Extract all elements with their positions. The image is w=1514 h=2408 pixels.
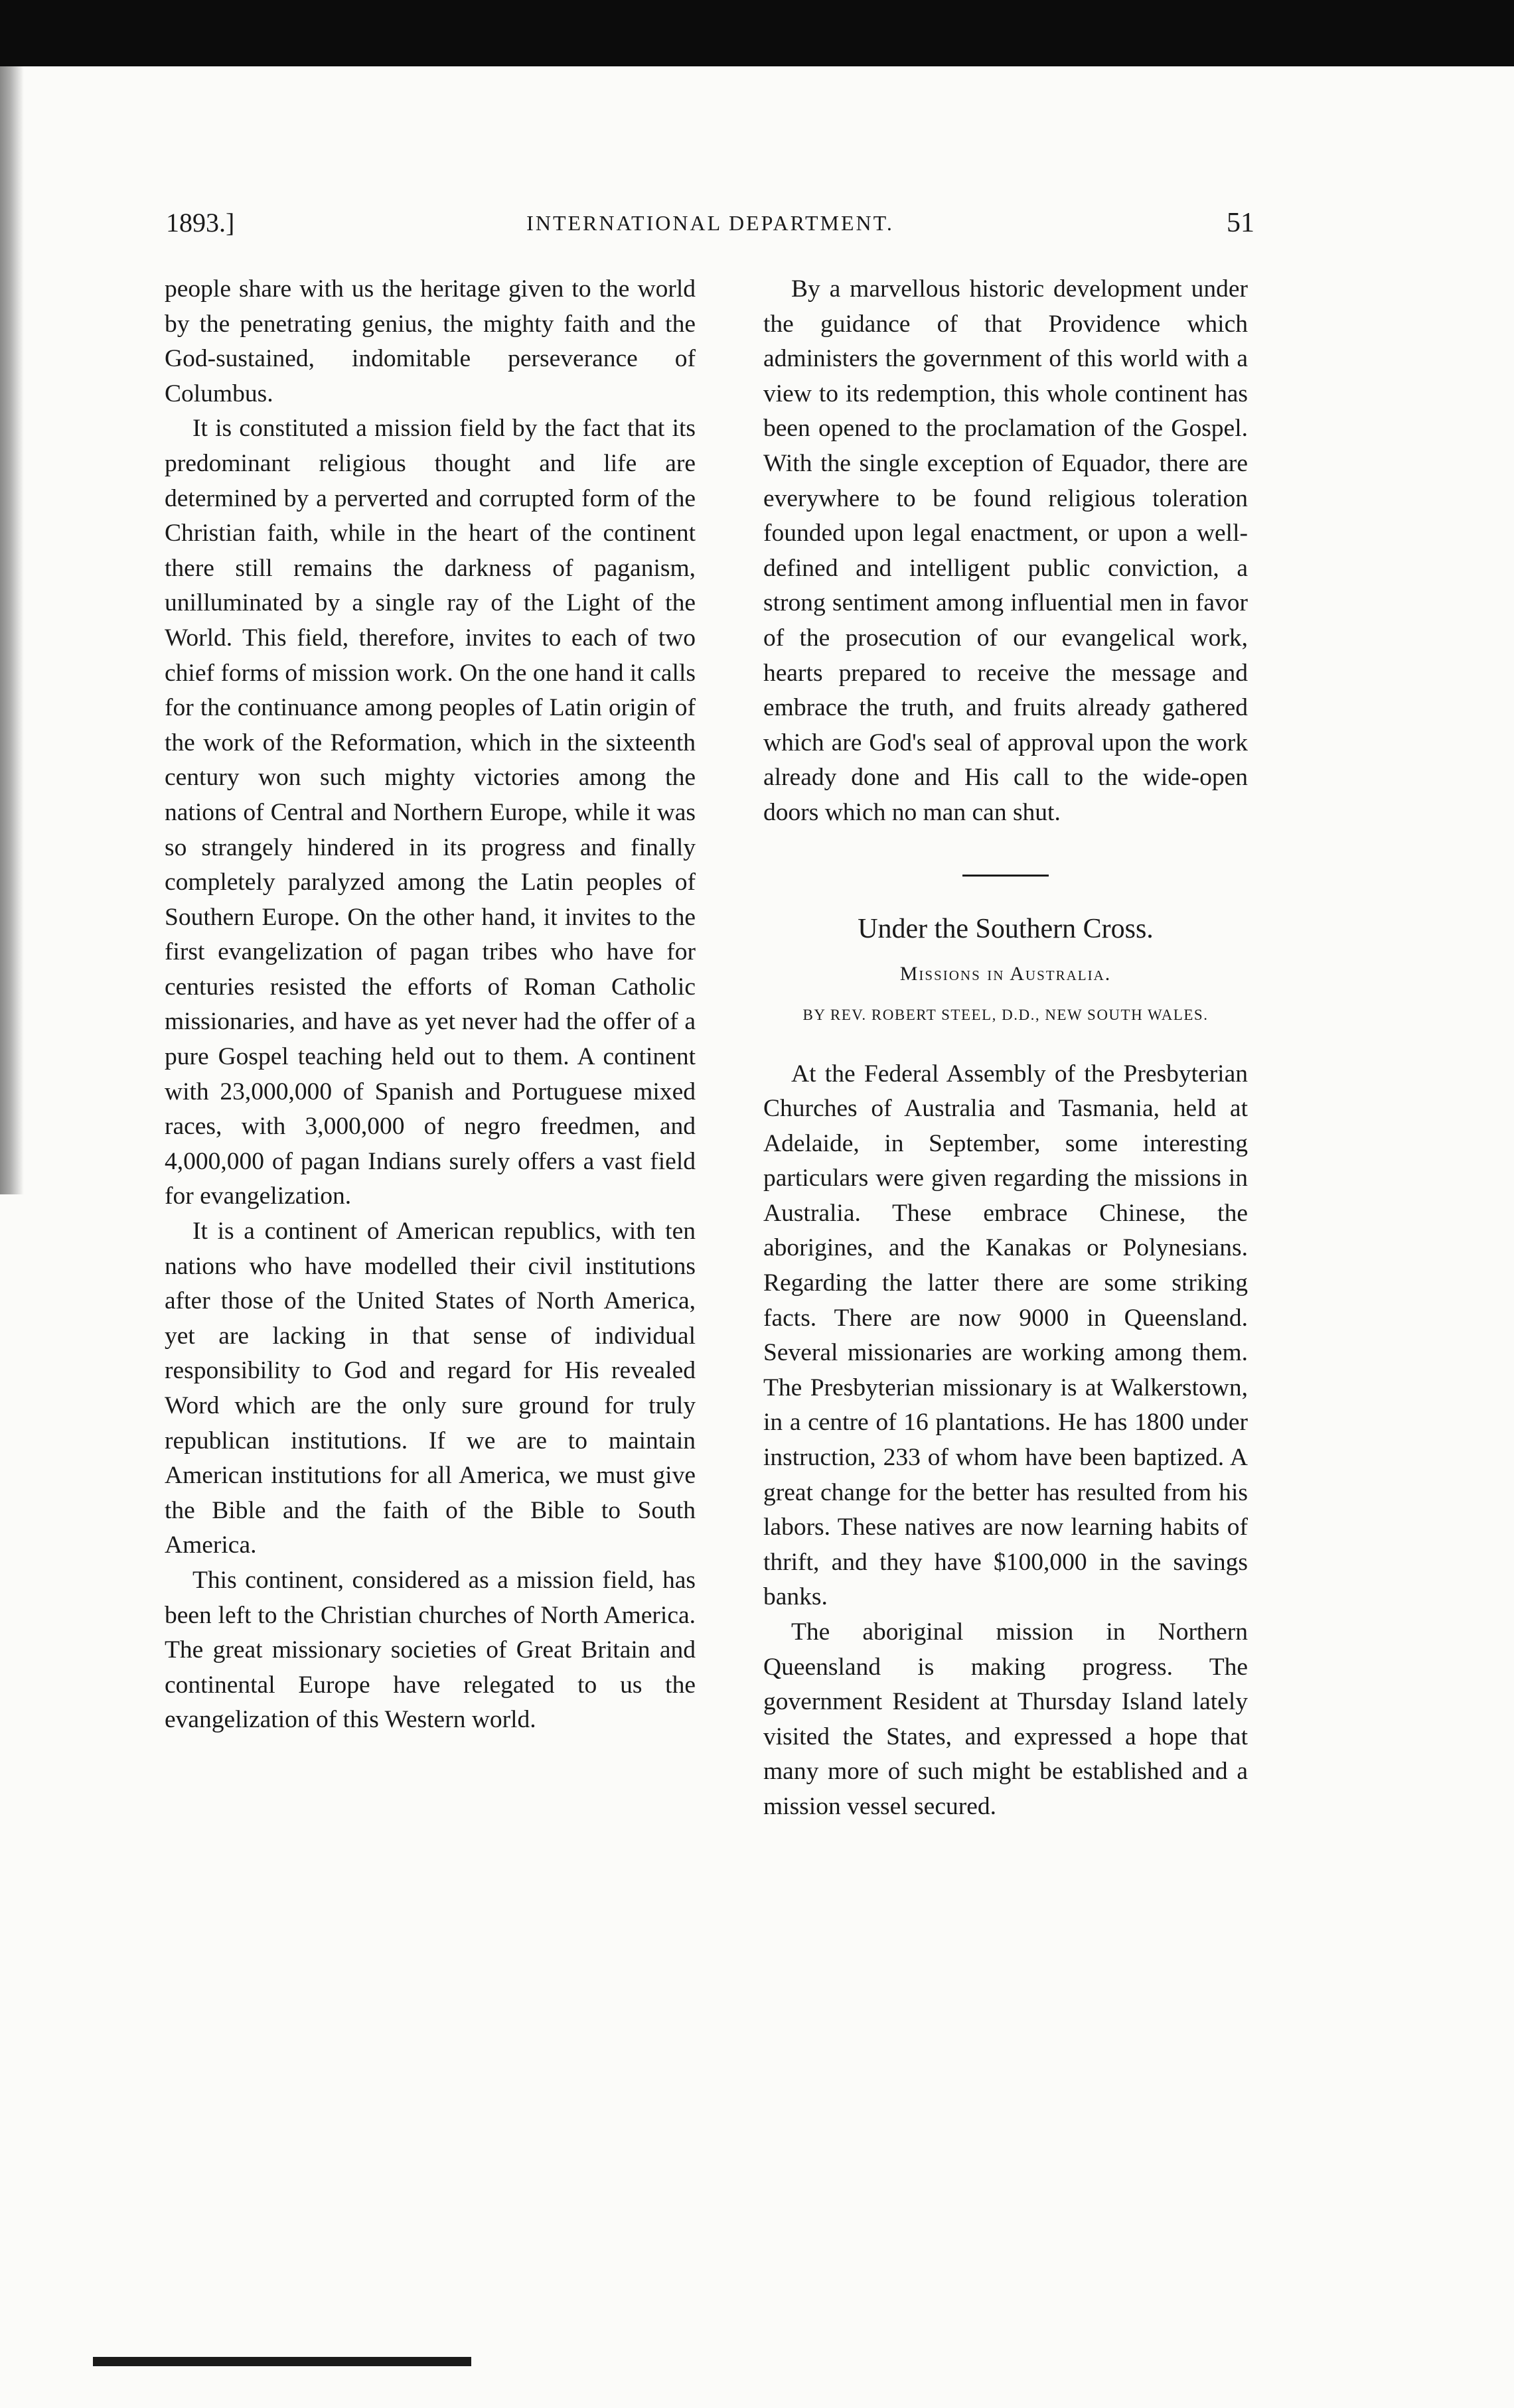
left-column <box>165 272 696 1738</box>
header-title: INTERNATIONAL DEPARTMENT. <box>526 211 894 235</box>
left-paragraph-1: people share with us the heritage given to the world by the penetrating genius, the mighty faith and the God-sustained, indomitable perseverance of Columbus. <box>165 275 696 407</box>
scan-top-border <box>0 0 1514 66</box>
right-paragraph-1: At the Federal Assembly of the Presbyterian Churches of Australia and Tasmania, held at Adelaide, in September, some interesting particulars were given regarding the missions in Australia. These embrace Chinese, the aborigines, and the Kanakas or Polynesians. Regarding the latter there are some striking facts. There are now 9000 in Queensland. Several missionaries are working among them. The Presbyterian missionary is at Walkerstown, in a centre of 16 plantations. He has 1800 under instruction, 233 of whom have been baptized. A great change for the better has resulted from his labors. These natives are now learning habits of thrift, and they have $100,000 in the savings banks. <box>763 1060 1248 1611</box>
scan-bottom-mark <box>93 2357 471 2366</box>
page-number: 51 <box>1227 208 1254 238</box>
running-head <box>166 207 1254 247</box>
article-byline: BY REV. ROBERT STEEL, D.D., NEW SOUTH WALES. <box>802 1006 1209 1023</box>
article-title: Under the Southern Cross. <box>858 913 1154 944</box>
right-column <box>763 272 1248 1825</box>
header-year: 1893.] <box>166 208 235 238</box>
article-subtitle: Missions in Australia. <box>899 962 1112 985</box>
right-paragraph-2: The aboriginal mission in Northern Queensland is making progress. The government Resident at Thursday Island lately visited the States, and expressed a hope that many more of such might be established and a mission vessel secured. <box>763 1618 1248 1820</box>
left-paragraph-2: It is constituted a mission field by the fact that its predominant religious thought and life are determined by a perverted and corrupted form of the Christian faith, while in the heart of the continent there still remains the darkness of paganism, unilluminated by a single ray of the Light of the World. This field, therefore, invites to each of two chief forms of mission work. On the one hand it calls for the continuance among peoples of Latin origin of the work of the Reformation, which in the sixteenth century won such mighty victories among the nations of Central and Northern Europe, while it was so strangely hindered in its progress and finally completely paralyzed among the Latin peoples of Southern Europe. On the other hand, it invites to the first evangelization of pagan tribes who have for centuries resisted the efforts of Roman Catholic missionaries, and have as yet never had the offer of a pure Gospel teaching held out to them. A continent with 23,000,000 of Spanish and Portuguese mixed races, with 3,000,000 of negro freedmen, and 4,000,000 of pagan Indians surely offers a vast field for evangelization. <box>165 415 696 1210</box>
left-paragraph-3: It is a continent of American republics, with ten nations who have modelled their civil institutions after those of the United States of North America, yet are lacking in that sense of individual responsibility to God and regard for His revealed Word which are the only sure ground for truly republican institutions. If we are to maintain American institutions for all America, we must give the Bible and the faith of the Bible to South America. <box>165 1218 696 1559</box>
left-paragraph-4: This continent, considered as a mission field, has been left to the Christian churches of North America. The great missionary societies of Great Britain and continental Europe have relegated to us the evangelization of this Western world. <box>165 1566 696 1734</box>
scan-left-edge-shadow <box>0 66 24 1194</box>
section-divider <box>962 875 1049 877</box>
right-intro-paragraph: By a marvellous historic development under the guidance of that Providence which administers the government of this world with a view to its redemption, this whole continent has been opened to the proclamation of the Gospel. With the single exception of Equador, there are everywhere to be found religious toleration founded upon legal enactment, or upon a well-defined and intelligent public conviction, a strong sentiment among influential men in favor of the prosecution of our evangelical work, hearts prepared to receive the message and embrace the truth, and fruits already gathered which are God's seal of approval upon the work already done and His call to the wide-open doors which no man can shut. <box>763 275 1248 826</box>
